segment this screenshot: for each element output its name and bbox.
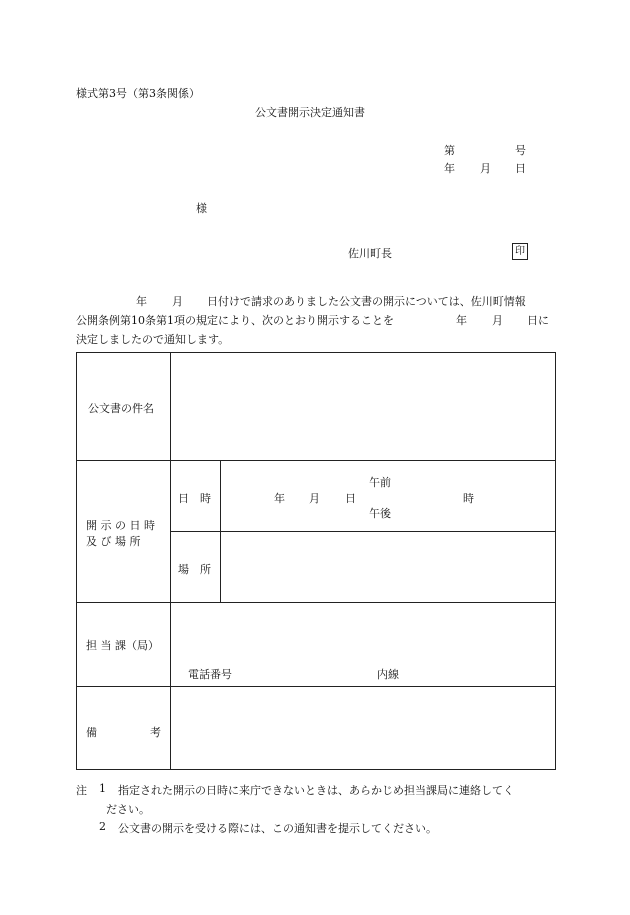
seal-mark: 印 — [512, 243, 528, 260]
note-1-number: 1 — [99, 782, 106, 795]
notes-prefix: 注 — [76, 784, 87, 797]
phone-label: 電話番号 — [188, 668, 232, 681]
subject-label: 公文書の件名 — [88, 402, 154, 415]
recipient-suffix: 様 — [196, 202, 207, 215]
datetime-pm: 午後 — [369, 507, 391, 520]
note-2-number: 2 — [99, 820, 106, 833]
datetime-month: 月 — [309, 492, 320, 505]
datetime-am: 午前 — [369, 476, 391, 489]
number-prefix: 第 — [444, 144, 455, 157]
number-suffix: 号 — [515, 144, 526, 157]
remarks-label-2: 考 — [150, 726, 161, 739]
form-number: 様式第3号（第3条関係） — [76, 87, 200, 100]
body-line2-day: 日に — [527, 314, 549, 327]
body-line1-year: 年 — [136, 295, 147, 308]
place-label: 場 所 — [178, 563, 211, 576]
datetime-label: 日 時 — [178, 492, 211, 505]
extension-label: 内線 — [377, 668, 399, 681]
body-line1-month: 月 — [172, 295, 183, 308]
table-col-divider — [170, 352, 171, 770]
department-label: 担 当 課（局） — [86, 639, 159, 652]
note-1-line1: 指定された開示の日時に来庁できないときは、あらかじめ担当課局に連絡してく — [118, 784, 514, 797]
note-2-text: 公文書の開示を受ける際には、この通知書を提示してください。 — [118, 822, 437, 835]
issue-date-year: 年 — [444, 162, 455, 175]
table-row-divider-1 — [76, 460, 556, 461]
body-line1-text: 日付けで請求のありました公文書の開示については、佐川町情報 — [207, 295, 526, 308]
table-row-divider-3 — [76, 686, 556, 687]
issue-date-month: 月 — [480, 162, 491, 175]
datetime-year: 年 — [274, 492, 285, 505]
table-row-divider-datetime — [170, 531, 556, 532]
datetime-place-label-2: 及 び 場 所 — [86, 535, 141, 548]
document-title: 公文書開示決定通知書 — [255, 106, 365, 119]
table-row-divider-2 — [76, 602, 556, 603]
datetime-hour: 時 — [463, 492, 474, 505]
body-line2-text: 公開条例第10条第1項の規定により、次のとおり開示することを — [76, 314, 394, 327]
body-line3-text: 決定しましたので通知します。 — [76, 333, 230, 346]
body-line2-month: 月 — [492, 314, 503, 327]
issuer-name: 佐川町長 — [348, 247, 392, 260]
body-line2-year: 年 — [456, 314, 467, 327]
datetime-place-label-1: 開 示 の 日 時 — [86, 519, 155, 532]
issue-date-day: 日 — [515, 162, 526, 175]
datetime-day: 日 — [345, 492, 356, 505]
remarks-label-1: 備 — [86, 726, 97, 739]
note-1-line2: ださい。 — [106, 803, 150, 816]
